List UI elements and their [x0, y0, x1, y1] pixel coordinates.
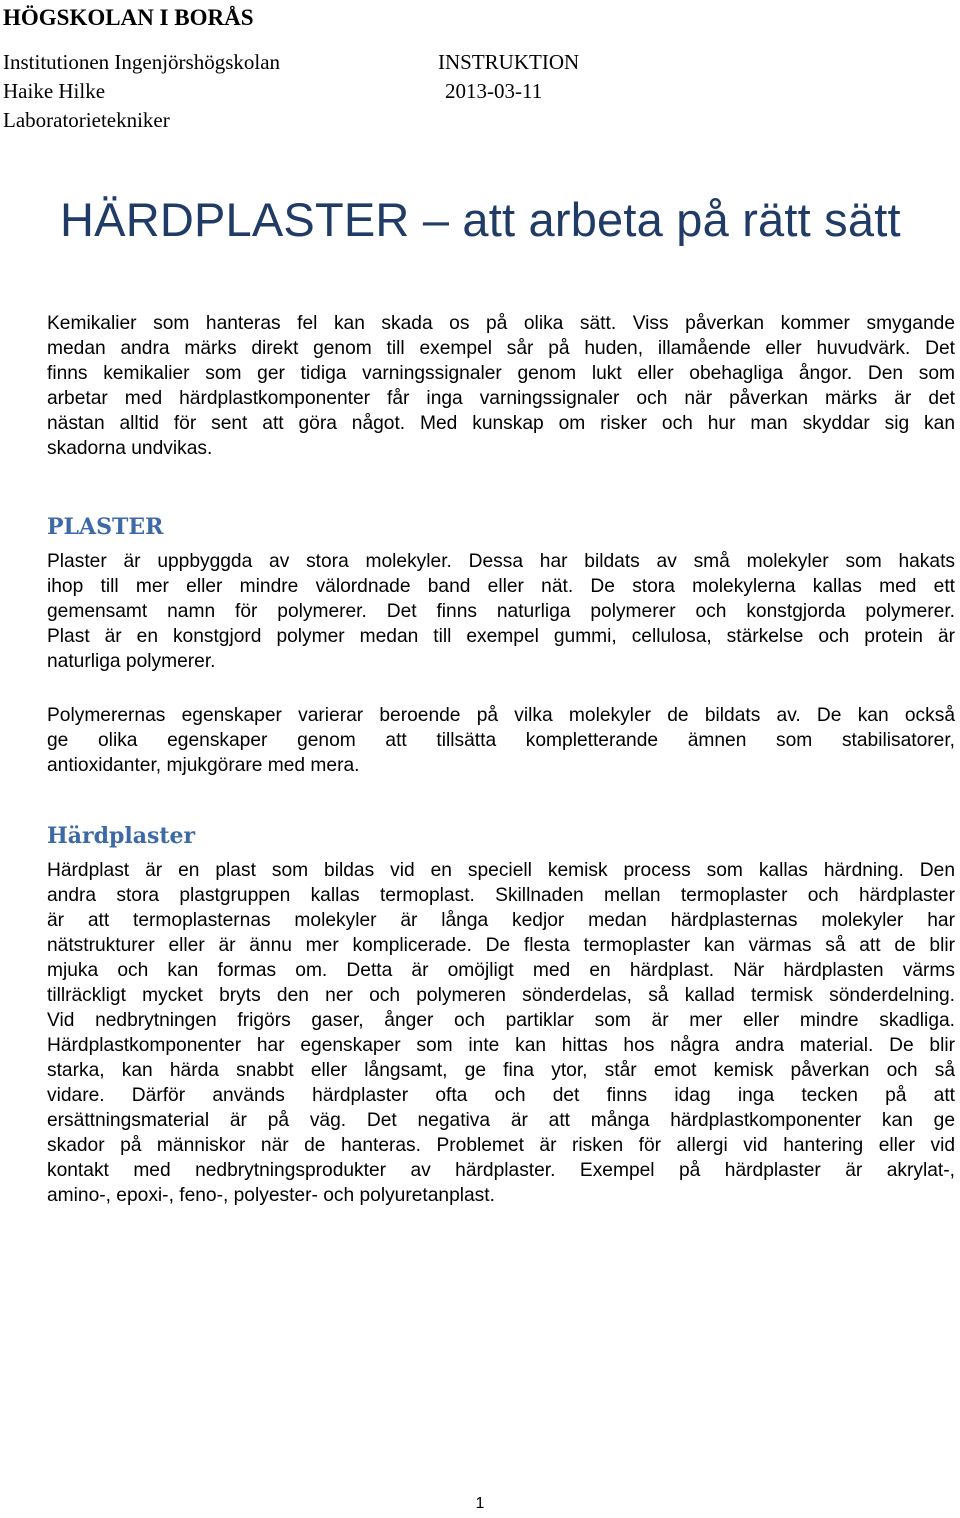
page-number: 1: [475, 1495, 485, 1512]
paragraph-line: Härdplast är en plast som bildas vid en speciell kemisk process som kallas härdning. Den: [47, 860, 955, 881]
section-heading-plaster: PLASTER: [47, 514, 164, 540]
paragraph-line: antioxidanter, mjukgörare med mera.: [47, 755, 360, 776]
paragraph-line: arbetar med härdplastkomponenter får inga varningssignaler och när påverkan märks är det: [47, 388, 955, 409]
hardplaster-paragraph: [47, 858, 955, 1208]
paragraph-line: ihop till mer eller mindre välordnade band eller nät. De stora molekylerna kallas med ett: [47, 576, 955, 597]
paragraph-line: är att termoplasternas molekyler är långa kedjor medan härdplasternas molekyler har: [47, 910, 955, 931]
institution-name: Institutionen Ingenjörshögskolan: [3, 50, 281, 74]
paragraph-line: mjuka och kan formas om. Detta är omöjligt med en härdplast. När härdplasten värms: [47, 960, 955, 981]
document-title: HÄRDPLASTER – att arbeta på rätt sätt: [60, 193, 901, 246]
paragraph-line: Polymerernas egenskaper varierar beroende på vilka molekyler de bildats av. De kan också: [47, 705, 955, 726]
paragraph-line: kontakt med nedbrytningsprodukter av härdplaster. Exempel på härdplaster är akrylat-,: [47, 1160, 955, 1181]
document-date: 2013-03-11: [445, 79, 543, 103]
paragraph-line: gemensamt namn för polymerer. Det finns naturliga polymerer och konstgjorda polymerer.: [47, 601, 955, 622]
school-name: HÖGSKOLAN I BORÅS: [3, 5, 254, 30]
paragraph-line: ersättningsmaterial är på väg. Det negativa är att många härdplastkomponenter kan ge: [47, 1110, 955, 1131]
paragraph-line: finns kemikalier som ger tidiga varningssignaler genom lukt eller obehagliga ångor. Den som: [47, 363, 955, 384]
paragraph-line: Vid nedbrytningen frigörs gaser, ånger och partiklar som är mer eller mindre skadliga.: [47, 1010, 955, 1031]
plaster-paragraph-2: [47, 703, 955, 778]
paragraph-line: skador på människor när de hanteras. Problemet är risken för allergi vid hantering eller vid: [47, 1135, 955, 1156]
paragraph-line: starka, kan härda snabbt eller långsamt, ge fina ytor, står emot kemisk påverkan och så: [47, 1060, 955, 1081]
paragraph-line: ge olika egenskaper genom att tillsätta kompletterande ämnen som stabilisatorer,: [47, 730, 955, 751]
paragraph-line: amino-, epoxi-, feno-, polyester- och polyuretanplast.: [47, 1185, 495, 1206]
paragraph-line: naturliga polymerer.: [47, 651, 216, 672]
author-role: Laboratorietekniker: [3, 108, 170, 132]
document-type: INSTRUKTION: [438, 50, 580, 74]
paragraph-line: nätstrukturer eller är ännu mer komplicerade. De flesta termoplaster kan värmas så att de blir: [47, 935, 955, 956]
paragraph-line: andra stora plastgruppen kallas termoplast. Skillnaden mellan termoplaster och härdplaster: [47, 885, 955, 906]
intro-paragraph: [47, 311, 955, 461]
paragraph-line: tillräckligt mycket bryts den ner och polymeren sönderdelas, så kallad termisk sönderdelning.: [47, 985, 955, 1006]
paragraph-line: Plast är en konstgjord polymer medan till exempel gummi, cellulosa, stärkelse och protein är: [47, 626, 955, 647]
paragraph-line: vidare. Därför används härdplaster ofta och det finns idag inga tecken på att: [47, 1085, 955, 1106]
author-name: Haike Hilke: [3, 79, 106, 103]
section-heading-hardplaster: Härdplaster: [47, 823, 196, 849]
plaster-paragraph-1: [47, 549, 955, 674]
paragraph-line: skadorna undvikas.: [47, 438, 213, 459]
paragraph-line: Kemikalier som hanteras fel kan skada os på olika sätt. Viss påverkan kommer smygande: [47, 313, 955, 334]
paragraph-line: Härdplastkomponenter har egenskaper som inte kan hittas hos några andra material. De blir: [47, 1035, 955, 1056]
paragraph-line: Plaster är uppbyggda av stora molekyler. Dessa har bildats av små molekyler som hakats: [47, 551, 955, 572]
paragraph-line: medan andra märks direkt genom till exempel sår på huden, illamående eller huvudvärk. Det: [47, 338, 955, 359]
paragraph-line: nästan alltid för sent att göra något. Med kunskap om risker och hur man skyddar sig kan: [47, 413, 955, 434]
